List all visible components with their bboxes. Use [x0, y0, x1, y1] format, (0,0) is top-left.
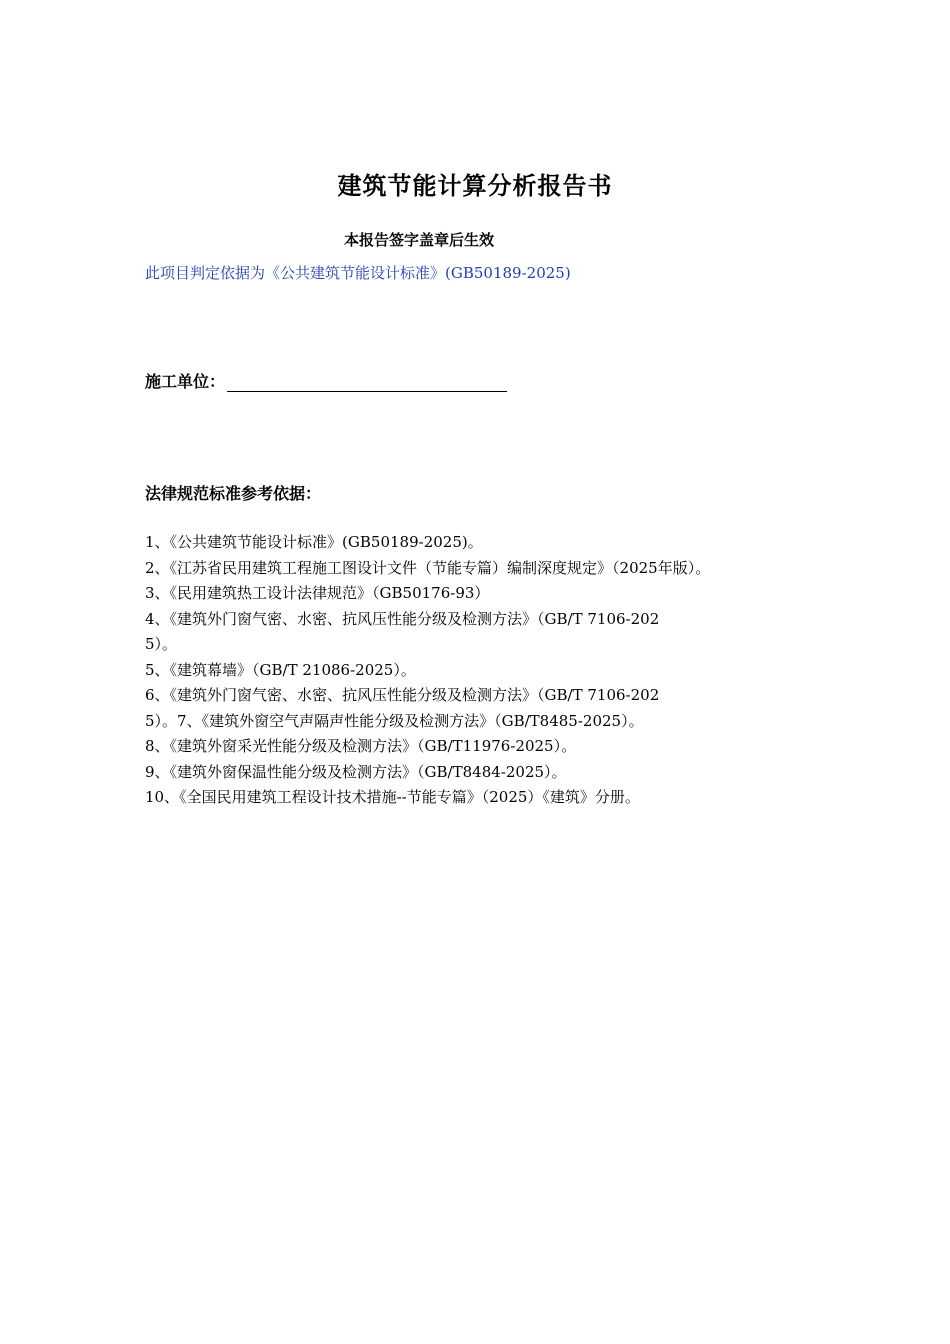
construction-unit-label: 施工单位： — [145, 372, 226, 391]
reference-line: 5）。7、《建筑外窗空气声隔声性能分级及检测方法》（GB/T8485-2025）。 — [145, 711, 644, 730]
page-title: 建筑节能计算分析报告书 — [337, 172, 613, 200]
reference-line: 2、《江苏省民用建筑工程施工图设计文件（节能专篇）编制深度规定》（2025年版）。 — [145, 558, 711, 577]
references-heading: 法律规范标准参考依据： — [145, 484, 322, 503]
reference-line: 6、《建筑外门窗气密、水密、抗风压性能分级及检测方法》（GB/T 7106-202 — [145, 686, 660, 704]
judgment-basis: 此项目判定依据为《公共建筑节能设计标准》(GB50189-2025) — [145, 264, 571, 282]
reference-line: 4、《建筑外门窗气密、水密、抗风压性能分级及检测方法》（GB/T 7106-202 — [145, 609, 660, 628]
reference-line: 9、《建筑外窗保温性能分级及检测方法》（GB/T8484-2025）。 — [145, 762, 567, 781]
reference-line: 5、《建筑幕墙》（GB/T 21086-2025）。 — [145, 660, 416, 679]
construction-unit-blank-line — [227, 373, 507, 392]
construction-unit-row — [145, 369, 507, 392]
reference-line: 10、《全国民用建筑工程设计技术措施--节能专篇》（2025）《建筑》分册。 — [145, 788, 640, 806]
reference-line: 8、《建筑外窗采光性能分级及检测方法》（GB/T11976-2025）。 — [145, 737, 577, 755]
references-list — [145, 530, 825, 811]
reference-line: 3、《民用建筑热工设计法律规范》（GB50176-93） — [145, 584, 490, 602]
reference-line: 5）。 — [145, 635, 178, 653]
reference-line: 1、《公共建筑节能设计标准》(GB50189-2025)。 — [145, 533, 483, 551]
validity-note: 本报告签字盖章后生效 — [344, 231, 495, 249]
